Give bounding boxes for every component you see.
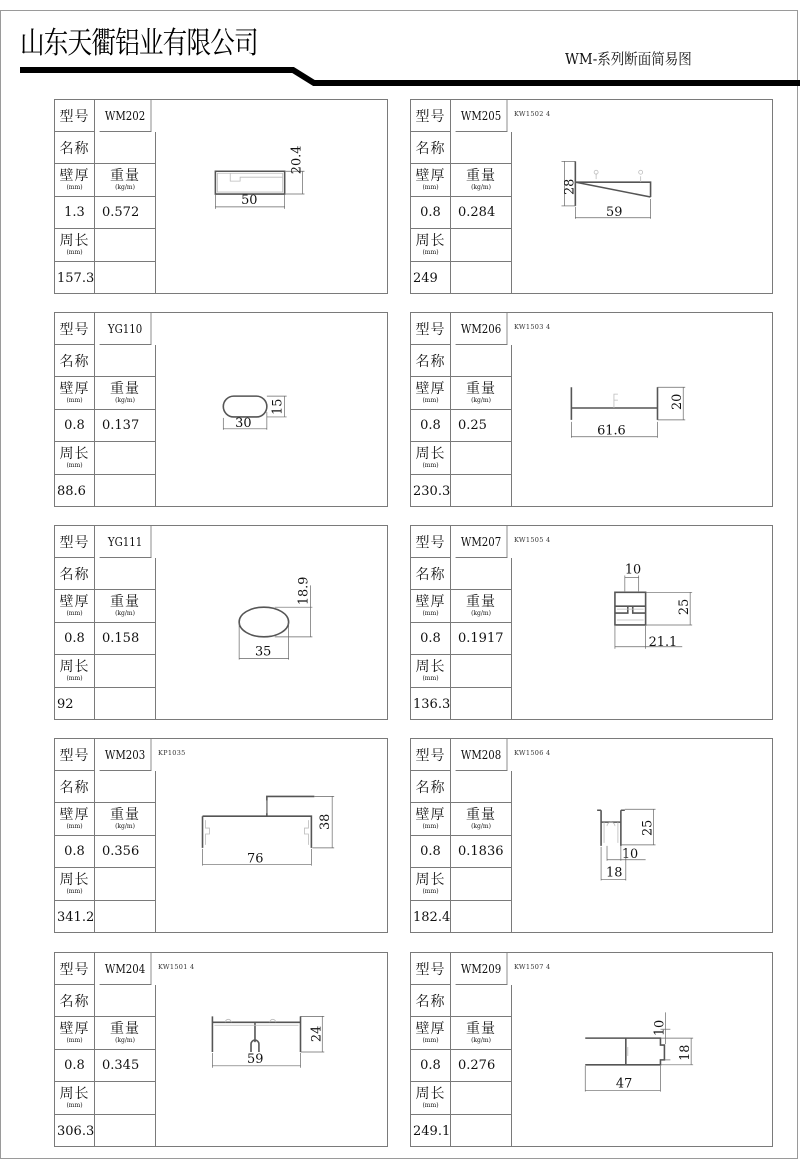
perimeter-value: 92 (55, 688, 95, 720)
weight-value: 0.276 (451, 1050, 512, 1082)
profile-code: KW1501 4 (158, 963, 195, 971)
svg-text:15: 15 (270, 398, 286, 415)
profile-card-yg110 (54, 312, 388, 507)
wall-thickness-value: 0.8 (411, 410, 451, 442)
svg-text:38: 38 (318, 813, 334, 831)
weight-value: 0.25 (451, 410, 512, 442)
model-label: 型号 (411, 953, 451, 985)
profile-drawing (156, 953, 387, 1146)
svg-text:61.6: 61.6 (597, 423, 626, 439)
profile-code: KW1505 4 (514, 536, 551, 544)
profile-card-yg111 (54, 525, 388, 720)
name-label: 名称 (411, 985, 451, 1017)
weight-value: 0.137 (95, 410, 156, 442)
model-value: WM203 (100, 739, 152, 771)
perimeter-label: 周长 (mm) (411, 442, 451, 475)
name-label: 名称 (55, 558, 95, 590)
perimeter-value: 157.3 (55, 262, 95, 294)
model-value: WM207 (456, 526, 508, 558)
name-label: 名称 (411, 771, 451, 803)
perimeter-value: 306.3 (55, 1115, 95, 1147)
name-value (95, 132, 156, 164)
wall-thickness-value: 0.8 (55, 1050, 95, 1082)
perimeter-label: 周长 (mm) (411, 229, 451, 262)
svg-text:50: 50 (241, 192, 258, 208)
cross-section-diagram (512, 100, 772, 293)
weight-label: 重量 (kg/m) (451, 590, 512, 623)
model-value: WM206 (456, 313, 508, 345)
svg-text:28: 28 (562, 178, 578, 196)
wall-thickness-label: 壁厚 (mm) (411, 590, 451, 623)
profile-drawing (512, 526, 772, 719)
weight-value: 0.572 (95, 197, 156, 229)
perimeter-value: 88.6 (55, 475, 95, 507)
svg-text:25: 25 (640, 819, 656, 836)
model-label: 型号 (411, 313, 451, 345)
wall-thickness-value: 0.8 (411, 623, 451, 655)
cross-section-diagram (512, 739, 772, 932)
perimeter-value: 249.1 (411, 1115, 451, 1147)
profile-card-wm203 (54, 738, 388, 933)
svg-text:20: 20 (670, 393, 686, 410)
name-value (451, 345, 512, 377)
weight-label: 重量 (kg/m) (451, 1017, 512, 1050)
model-value: WM208 (456, 739, 508, 771)
svg-text:76: 76 (247, 851, 264, 867)
wall-thickness-value: 1.3 (55, 197, 95, 229)
perimeter-label: 周长 (mm) (55, 229, 95, 262)
profile-card-wm207 (410, 525, 773, 720)
perimeter-label: 周长 (mm) (55, 868, 95, 901)
wall-thickness-value: 0.8 (55, 836, 95, 868)
model-label: 型号 (55, 526, 95, 558)
cross-section-diagram (156, 953, 387, 1146)
name-value (95, 345, 156, 377)
cross-section-diagram (512, 313, 772, 506)
cross-section-diagram (156, 526, 387, 719)
cross-section-diagram (156, 313, 387, 506)
profile-drawing (156, 313, 387, 506)
name-label: 名称 (55, 985, 95, 1017)
svg-text:18: 18 (678, 1044, 694, 1061)
cross-section-diagram (512, 526, 772, 719)
weight-label: 重量 (kg/m) (95, 1017, 156, 1050)
profile-code: KP1035 (158, 749, 186, 757)
cross-section-diagram (156, 739, 387, 932)
cross-section-diagram (156, 100, 387, 293)
weight-value: 0.158 (95, 623, 156, 655)
wall-thickness-label: 壁厚 (mm) (55, 377, 95, 410)
perimeter-value: 182.4 (411, 901, 451, 933)
series-title: WM-系列断面简易图 (565, 50, 692, 68)
weight-label: 重量 (kg/m) (95, 590, 156, 623)
svg-text:10: 10 (652, 1019, 668, 1037)
weight-label: 重量 (kg/m) (451, 164, 512, 197)
profile-code: KW1502 4 (514, 110, 551, 118)
weight-label: 重量 (kg/m) (95, 377, 156, 410)
perimeter-label: 周长 (mm) (411, 868, 451, 901)
perimeter-value: 249 (411, 262, 451, 294)
perimeter-value: 136.3 (411, 688, 451, 720)
cross-section-diagram (512, 953, 772, 1146)
svg-text:59: 59 (247, 1051, 264, 1067)
perimeter-label: 周长 (mm) (55, 1082, 95, 1115)
perimeter-label: 周长 (mm) (55, 442, 95, 475)
weight-label: 重量 (kg/m) (95, 164, 156, 197)
profile-drawing (156, 739, 387, 932)
profile-code: KW1503 4 (514, 323, 551, 331)
profile-card-wm205 (410, 99, 773, 294)
svg-text:18.9: 18.9 (296, 576, 312, 606)
model-value: YG110 (100, 313, 152, 345)
svg-text:35: 35 (254, 644, 272, 660)
model-value: YG111 (100, 526, 152, 558)
wall-thickness-label: 壁厚 (mm) (411, 1017, 451, 1050)
wall-thickness-label: 壁厚 (mm) (55, 164, 95, 197)
model-value: WM205 (456, 100, 508, 132)
weight-value: 0.345 (95, 1050, 156, 1082)
company-title: 山东天衢铝业有限公司 (20, 26, 258, 61)
svg-text:10: 10 (621, 846, 639, 862)
name-value (95, 985, 156, 1017)
perimeter-label: 周长 (mm) (411, 655, 451, 688)
model-label: 型号 (411, 100, 451, 132)
name-value (451, 985, 512, 1017)
name-value (451, 558, 512, 590)
profile-card-wm204 (54, 952, 388, 1147)
weight-label: 重量 (kg/m) (95, 803, 156, 836)
name-label: 名称 (55, 771, 95, 803)
model-label: 型号 (55, 313, 95, 345)
svg-text:10: 10 (624, 562, 642, 578)
svg-text:21.1: 21.1 (648, 634, 678, 650)
weight-value: 0.1917 (451, 623, 512, 655)
model-value: WM204 (100, 953, 152, 985)
profile-card-wm206 (410, 312, 773, 507)
wall-thickness-label: 壁厚 (mm) (411, 377, 451, 410)
wall-thickness-value: 0.8 (55, 623, 95, 655)
profile-card-wm209 (410, 952, 773, 1147)
weight-label: 重量 (kg/m) (451, 377, 512, 410)
name-value (451, 132, 512, 164)
svg-text:30: 30 (235, 415, 252, 431)
name-label: 名称 (411, 132, 451, 164)
name-value (451, 771, 512, 803)
model-label: 型号 (55, 739, 95, 771)
profile-drawing (512, 313, 772, 506)
svg-text:59: 59 (606, 204, 623, 220)
wall-thickness-label: 壁厚 (mm) (55, 1017, 95, 1050)
model-label: 型号 (55, 100, 95, 132)
wall-thickness-value: 0.8 (411, 197, 451, 229)
model-value: WM202 (100, 100, 152, 132)
perimeter-value: 230.3 (411, 475, 451, 507)
wall-thickness-value: 0.8 (55, 410, 95, 442)
wall-thickness-label: 壁厚 (mm) (411, 803, 451, 836)
svg-text:24: 24 (309, 1025, 325, 1043)
svg-text:20.4: 20.4 (289, 145, 305, 175)
wall-thickness-value: 0.8 (411, 1050, 451, 1082)
model-label: 型号 (411, 526, 451, 558)
model-value: WM209 (456, 953, 508, 985)
weight-value: 0.356 (95, 836, 156, 868)
profile-drawing (512, 953, 772, 1146)
svg-text:25: 25 (677, 598, 693, 616)
model-label: 型号 (411, 739, 451, 771)
name-label: 名称 (55, 345, 95, 377)
profile-card-wm208 (410, 738, 773, 933)
wall-thickness-label: 壁厚 (mm) (55, 590, 95, 623)
profile-code: KW1507 4 (514, 963, 551, 971)
wall-thickness-label: 壁厚 (mm) (55, 803, 95, 836)
perimeter-value: 341.2 (55, 901, 95, 933)
profile-drawing (156, 526, 387, 719)
wall-thickness-value: 0.8 (411, 836, 451, 868)
weight-label: 重量 (kg/m) (451, 803, 512, 836)
profile-drawing (512, 739, 772, 932)
weight-value: 0.1836 (451, 836, 512, 868)
perimeter-label: 周长 (mm) (411, 1082, 451, 1115)
profile-code: KW1506 4 (514, 749, 551, 757)
model-label: 型号 (55, 953, 95, 985)
perimeter-label: 周长 (mm) (55, 655, 95, 688)
wall-thickness-label: 壁厚 (mm) (411, 164, 451, 197)
profile-card-wm202 (54, 99, 388, 294)
name-value (95, 558, 156, 590)
profile-drawing (512, 100, 772, 293)
profile-drawing (156, 100, 387, 293)
name-label: 名称 (411, 345, 451, 377)
name-label: 名称 (55, 132, 95, 164)
svg-text:18: 18 (606, 865, 623, 881)
name-value (95, 771, 156, 803)
svg-text:47: 47 (615, 1076, 633, 1092)
weight-value: 0.284 (451, 197, 512, 229)
name-label: 名称 (411, 558, 451, 590)
